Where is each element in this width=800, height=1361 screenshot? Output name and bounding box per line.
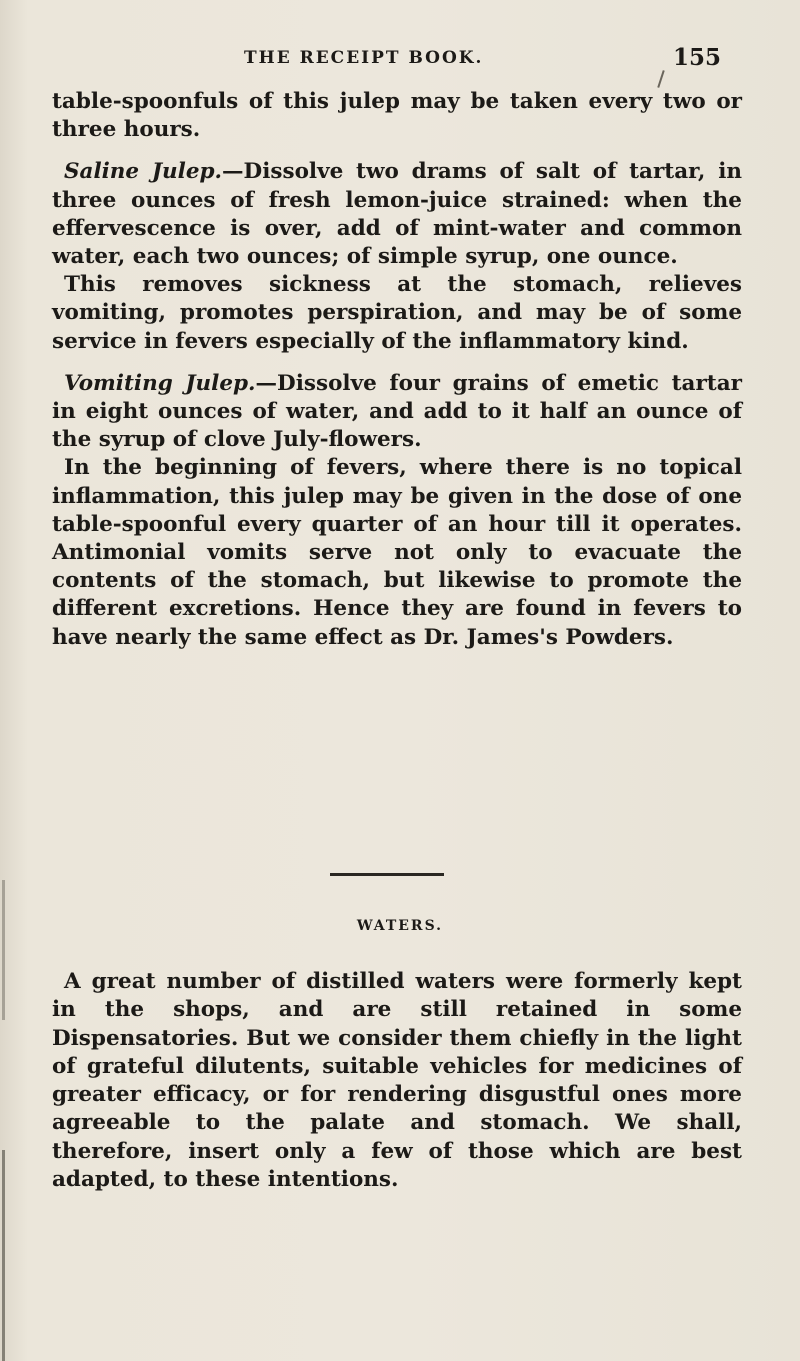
paragraph-saline-julep [52,158,742,271]
running-title: THE RECEIPT BOOK. [244,48,484,68]
gutter-shadow [2,880,5,1020]
paragraph-continuation: table-spoonfuls of this julep may be taken every two or three hours. [52,89,742,143]
section-divider [330,873,444,876]
paragraph-vomiting-julep [52,370,742,455]
waters-section-text [52,968,742,1194]
section-heading-waters: WATERS. [356,918,444,934]
ink-mark [657,70,664,88]
recipe-title-vomiting-julep: Vomiting Julep. [64,370,256,396]
recipe-text-vomiting-julep: —Dissolve four grains of emetic tartar in eight ounces of water, and add to it half an ounce of the syrup of clove July-flowers. [52,370,742,453]
page-header [0,44,800,74]
paragraph-saline-effects: This removes sickness at the stomach, relieves vomiting, promotes perspiration, and may be of some service in fevers especially of the inflammatory kind. [52,272,742,354]
main-text [52,88,742,652]
recipe-title-saline-julep: Saline Julep. [64,159,223,185]
recipe-text-saline-julep: —Dissolve two drams of salt of tartar, in three ounces of fresh lemon-juice strained: when the effervescence is over, add of mint-water and common water, each two ounces; of simple syrup, one ounce. [52,159,742,270]
page-number: 155 [673,44,722,71]
paragraph-vomiting-usage: In the beginning of fevers, where there is no topical inflammation, this julep may be given in the dose of one table-spoonful every quarter of an hour till it operates. Antimonial vomits serve not only to evacuate the contents of the stomach, but likewise to promote the different excretions. Hence they are found in fevers to have nearly the same effect as Dr. James's Powders. [52,455,742,650]
gutter-shadow-lower [2,1150,5,1361]
paragraph-waters: A great number of distilled waters were formerly kept in the shops, and are still retained in some Dispensatories. But we consider them chiefly in the light of grateful dilutents, suitable vehicles for medicines of greater efficacy, or for rendering disgustful ones more agreeable to the palate and stomach. We shall, therefore, insert only a few of those which are best adapted, to these intentions. [52,969,742,1193]
